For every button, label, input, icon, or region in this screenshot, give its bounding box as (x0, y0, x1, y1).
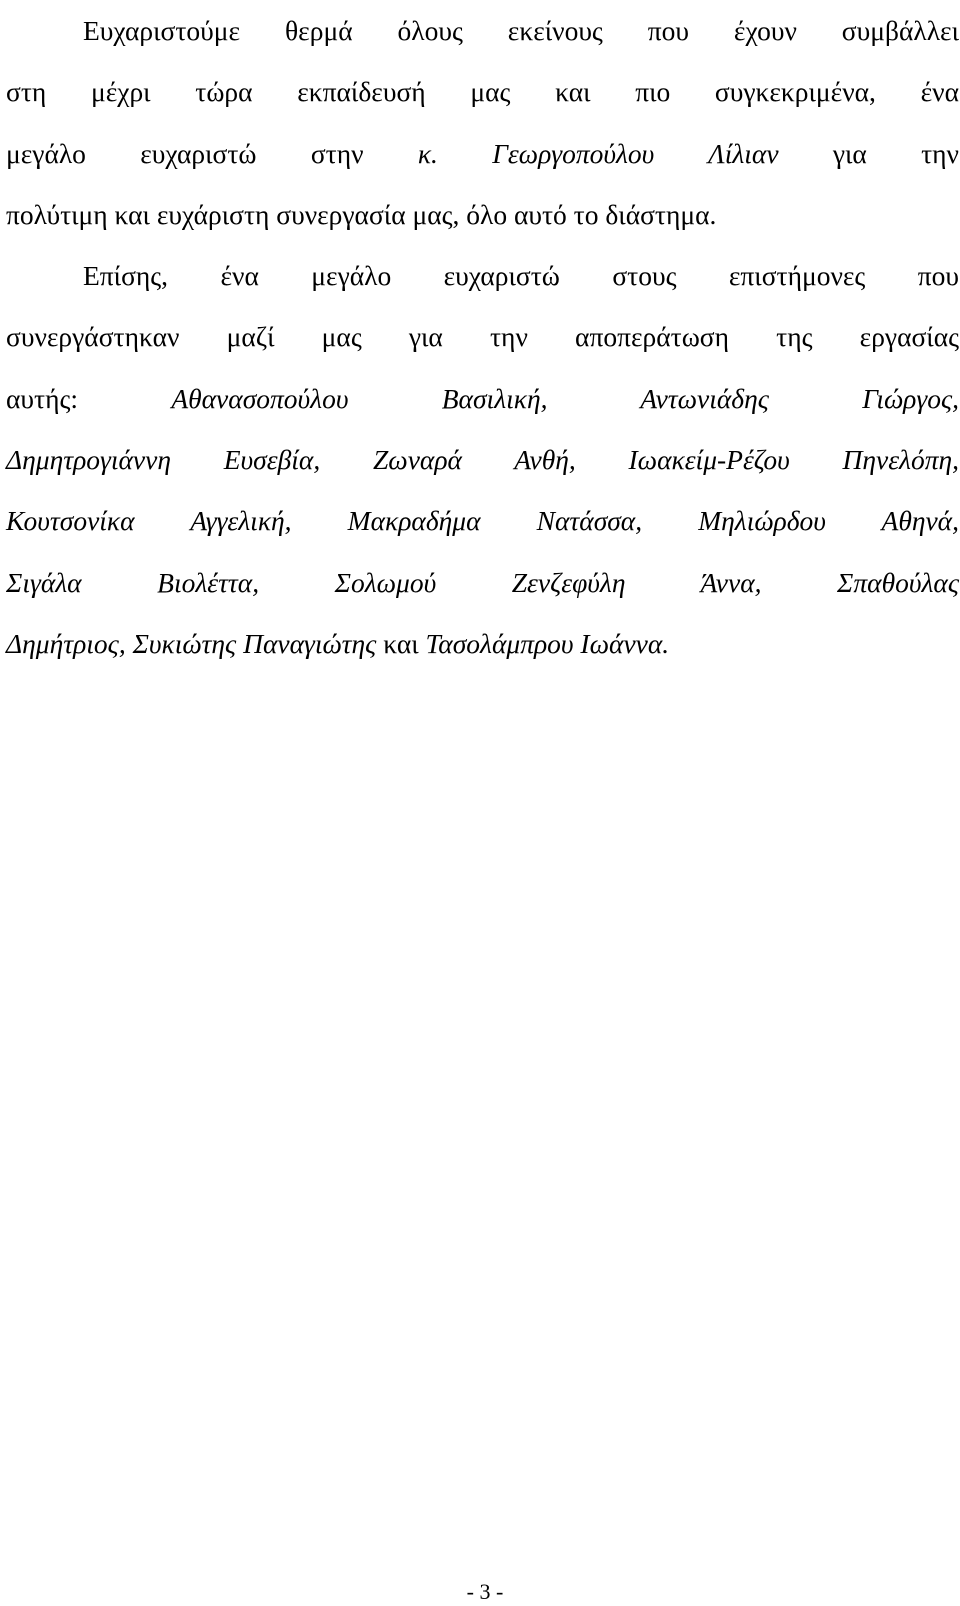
page-number: - 3 - (466, 1579, 504, 1604)
paragraph-2-line-7 (6, 613, 959, 674)
paragraph-2-line-2: συνεργάστηκαν μαζί μας για την αποπεράτωση της εργασίας (6, 321, 959, 353)
conjunction-and: και (376, 627, 426, 659)
paragraph-2-line-3-plain: αυτής: (6, 382, 172, 414)
supervisor-name: κ. Γεωργοπούλου Λίλιαν (417, 137, 779, 169)
scientists-names-2: Δημητρογιάννη Ευσεβία, Ζωναρά Ανθή, Ιωακείμ-Ρέζου Πηνελόπη, (6, 444, 959, 476)
paragraph-1-line-2: στη μέχρι τώρα εκπαίδευσή μας και πιο συγκεκριμένα, ένα (6, 76, 959, 108)
scientists-names-6: Τασολάμπρου Ιωάννα. (425, 627, 670, 659)
paragraph-1-line-4: πολύτιμη και ευχάριστη συνεργασία μας, όλο αυτό το διάστημα. (6, 198, 717, 230)
paragraph-2-line-3 (6, 368, 959, 429)
paragraph-2-line-1: Επίσης, ένα μεγάλο ευχαριστώ στους επιστήμονες που (83, 260, 959, 292)
paragraph-1-line-3-plain: μεγάλο ευχαριστώ στην (6, 137, 418, 169)
scientists-names-5: Δημήτριος, Συκιώτης Παναγιώτης (6, 627, 377, 659)
acknowledgements-text (6, 0, 959, 674)
paragraph-1-line-3 (6, 123, 959, 184)
paragraph-1-line-1: Ευχαριστούμε θερμά όλους εκείνους που έχουν συμβάλλει (83, 15, 959, 46)
paragraph-1-line-3-tail: για την (778, 137, 959, 169)
scientists-names-4: Σιγάλα Βιολέττα, Σολωμού Ζενζεφύλη Άννα, Σπαθούλας (6, 566, 959, 598)
scientists-names-3: Κουτσονίκα Αγγελική, Μακραδήμα Νατάσσα, Μηλιώρδου Αθηνά, (6, 505, 959, 537)
scientists-names-1: Αθανασοπούλου Βασιλική, Αντωνιάδης Γιώργος, (171, 382, 959, 414)
